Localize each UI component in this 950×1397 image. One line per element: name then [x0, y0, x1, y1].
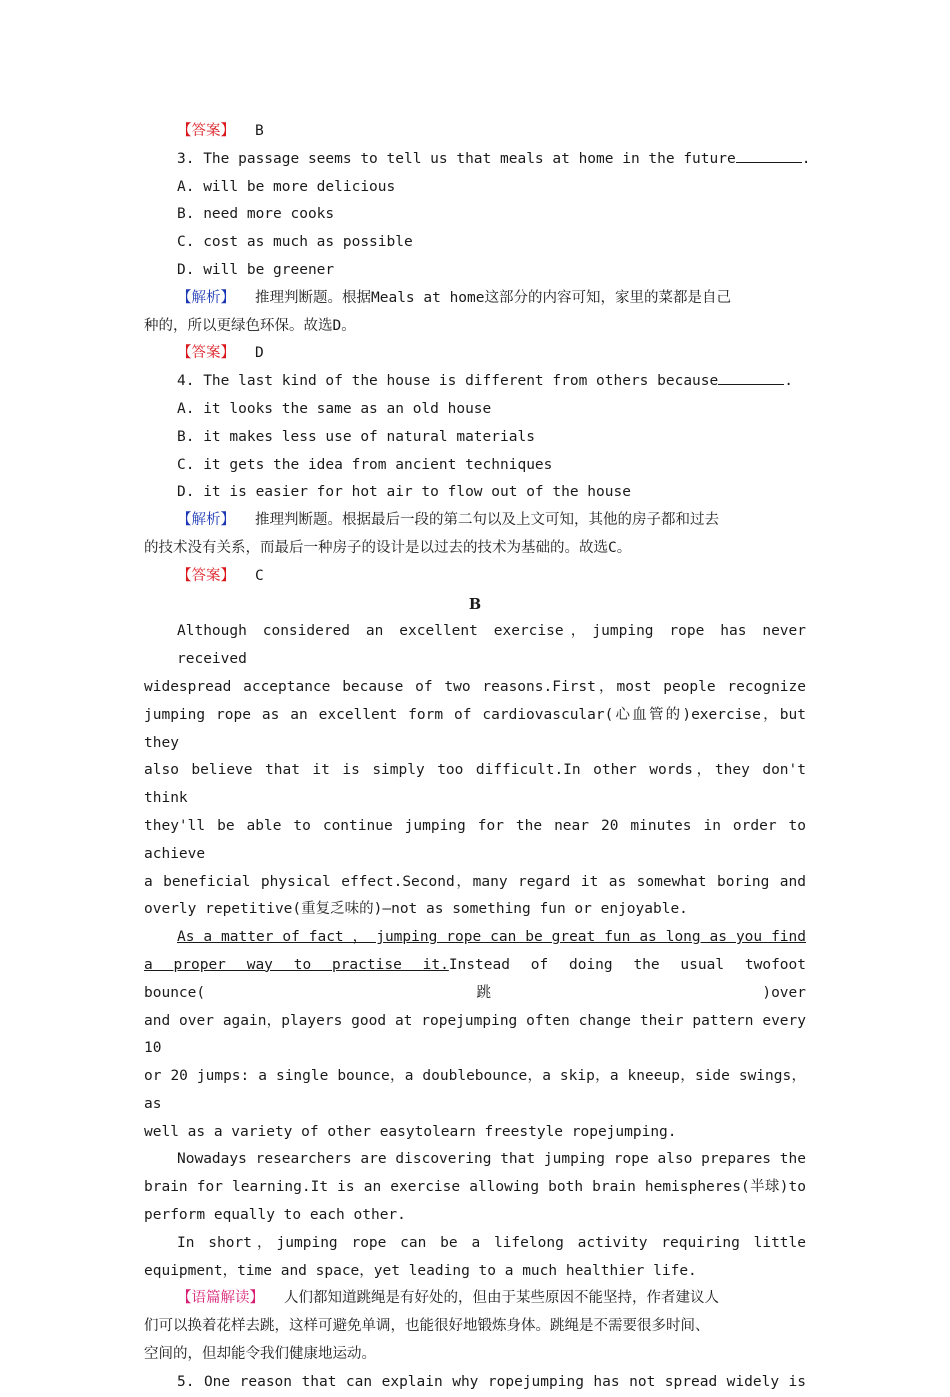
passage-line: also believe that it is simply too difficult.In other words，they don't think [144, 762, 806, 807]
analysis-tag: 【解析】 [177, 289, 235, 306]
reading-note-line: 【语篇解读】 人们都知道跳绳是有好处的，但由于某些原因不能坚持，作者建议人 [177, 1290, 719, 1307]
answer-value: B [255, 123, 264, 139]
analysis-continuation: 种的，所以更绿色环保。故选D。 [144, 317, 356, 334]
answer-value: C [255, 567, 264, 584]
reading-note-tag: 【语篇解读】 [177, 1290, 264, 1307]
question-4-option: A. it looks the same as an old house [177, 400, 492, 417]
question-4-stem: 4. The last kind of the house is different from others because . [144, 368, 806, 396]
analysis-line-q3: 【解析】 推理判断题。根据Meals at home这部分的内容可知，家里的菜都是自己 [177, 289, 731, 306]
answer-line-q2 [144, 118, 806, 146]
passage-line: Although considered an excellent exercise，jumping rope has never received [177, 623, 806, 668]
underlined-sentence: As a matter of fact ， jumping rope can be great fun as long as you find [177, 929, 806, 946]
passage-line-underlined [144, 924, 806, 952]
question-5-stem: 5. One reason that can explain why ropejumping has not spread widely is [177, 1373, 806, 1390]
answer-blank [718, 370, 784, 385]
question-4-option: D. it is easier for hot air to flow out of the house [177, 484, 631, 501]
passage-line: Nowadays researchers are discovering that jumping rope also prepares the [177, 1151, 806, 1168]
passage-line: jumping rope as an excellent form of cardiovascular(心血管的)exercise，but they [144, 706, 806, 751]
reading-note-line: 们可以换着花样去跳，这样可避免单调，也能很好地锻炼身体。跳绳是不需要很多时间、 [144, 1318, 710, 1335]
question-4-option: B. it makes less use of natural materials [177, 428, 535, 445]
analysis-continuation: 的技术没有关系，而最后一种房子的设计是以过去的技术为基础的。故选C。 [144, 539, 632, 556]
underlined-sentence: a proper way to practise it. [144, 956, 449, 973]
passage-line: overly repetitive(重复乏味的)—not as something fun or enjoyable. [144, 901, 688, 918]
passage-line: well as a variety of other easytolearn freestyle ropejumping. [144, 1123, 677, 1140]
answer-line-q3 [144, 340, 806, 368]
passage-line: or 20 jumps: a single bounce，a doublebounce，a skip，a kneeup，side swings，as [144, 1068, 806, 1112]
answer-value: D [255, 345, 264, 362]
answer-line-q4 [144, 563, 806, 591]
passage-line: a beneficial physical effect.Second，many regard it as somewhat boring and [144, 873, 806, 890]
question-3-option: D. will be greener [177, 261, 335, 278]
answer-tag: 【答案】 [177, 345, 235, 362]
passage-line: they'll be able to continue jumping for the near 20 minutes in order to achieve [144, 817, 806, 862]
question-3-option: A. will be more delicious [177, 178, 396, 195]
question-3-option: C. cost as much as possible [177, 234, 413, 251]
answer-tag: 【答案】 [177, 567, 235, 584]
passage-line: perform equally to each other. [144, 1207, 406, 1224]
passage-line: In short，jumping rope can be a lifelong activity requiring little [177, 1234, 806, 1251]
answer-blank [736, 148, 802, 163]
analysis-line-q4: 【解析】 推理判断题。根据最后一段的第二句以及上文可知，其他的房子都和过去 [177, 512, 719, 529]
answer-tag: 【答案】 [177, 123, 235, 139]
passage-line: equipment，time and space，yet leading to a much healthier life. [144, 1262, 697, 1279]
question-4-option: C. it gets the idea from ancient techniques [177, 456, 553, 473]
document-content [144, 118, 811, 1397]
passage-line: brain for learning.It is an exercise allowing both brain hemispheres(半球)to [144, 1179, 806, 1196]
analysis-tag: 【解析】 [177, 512, 235, 529]
reading-note-line: 空间的，但却能令我们健康地运动。 [144, 1346, 376, 1363]
passage-line: a proper way to practise it.Instead of doing the usual twofoot bounce(跳)over [144, 956, 806, 1001]
passage-line: widespread acceptance because of two reasons.First，most people recognize [144, 678, 806, 695]
question-3-stem: 3. The passage seems to tell us that meals at home in the future . [144, 146, 806, 174]
section-title: B [468, 595, 482, 613]
passage-line: and over again，players good at ropejumping often change their pattern every 10 [144, 1012, 806, 1057]
question-3-option: B. need more cooks [177, 206, 335, 223]
